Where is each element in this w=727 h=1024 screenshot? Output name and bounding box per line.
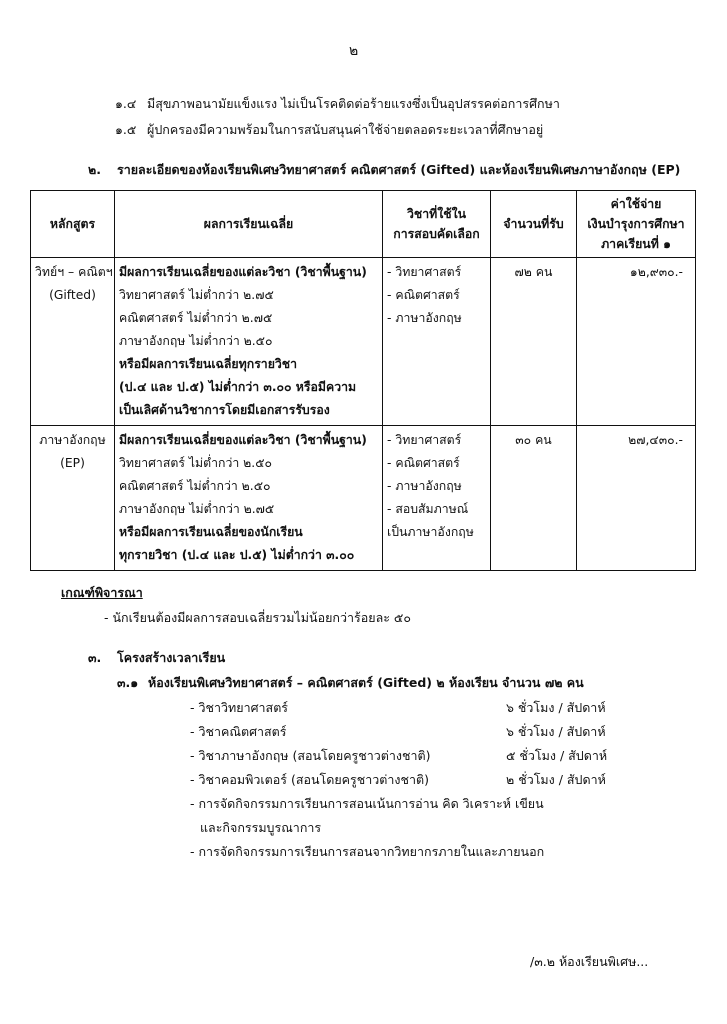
table-header-row — [31, 191, 696, 258]
cell-fee-ep: ๒๗,๔๓๐.- — [577, 426, 696, 571]
header-program: หลักสูตร — [31, 191, 115, 258]
gpa-line: ภาษาอังกฤษ ไม่ต่ำกว่า ๒.๕๐ — [119, 334, 273, 348]
section-3-1-number: ๓.๑ — [117, 675, 139, 690]
cell-subjects-ep: - วิทยาศาสตร์ - คณิตศาสตร์ - ภาษาอังกฤษ - สอบสัมภาษณ์ เป็นภาษาอังกฤษ — [383, 426, 491, 571]
gpa-line: หรือมีผลการเรียนเฉลี่ยทุกรายวิชา — [119, 357, 298, 371]
schedule-hours: ๖ ชั่วโมง / สัปดาห์ — [506, 724, 606, 739]
cell-fee-gifted: ๑๒,๙๓๐.- — [577, 258, 696, 426]
section-3-title: โครงสร้างเวลาเรียน — [117, 650, 226, 665]
gpa-line: ภาษาอังกฤษ ไม่ต่ำกว่า ๒.๗๕ — [119, 502, 275, 516]
header-seats: จำนวนที่รับ — [491, 191, 577, 258]
page-number: ๒ — [349, 43, 359, 59]
schedule-hours: ๒ ชั่วโมง / สัปดาห์ — [506, 772, 606, 787]
schedule-subject: - วิชาคณิตศาสตร์ — [190, 724, 287, 739]
gpa-line: มีผลการเรียนเฉลี่ยของแต่ละวิชา (วิชาพื้นฐาน) — [119, 265, 367, 279]
gpa-line: วิทยาศาสตร์ ไม่ต่ำกว่า ๒.๗๕ — [119, 288, 274, 302]
header-fee: ค่าใช้จ่าย เงินบำรุงการศึกษา ภาคเรียนที่ ๑ — [577, 191, 696, 258]
item-1-5-text: ผู้ปกครองมีความพร้อมในการสนับสนุนค่าใช้จ่ายตลอดระยะเวลาที่ศึกษาอยู่ — [147, 122, 544, 137]
activity-line: - การจัดกิจกรรมการเรียนการสอนจากวิทยากรภายในและภายนอก — [190, 844, 545, 859]
cell-program-ep: ภาษาอังกฤษ (EP) — [31, 426, 115, 571]
schedule-subject: - วิชาภาษาอังกฤษ (สอนโดยครูชาวต่างชาติ) — [190, 748, 431, 763]
schedule-hours: ๕ ชั่วโมง / สัปดาห์ — [506, 748, 608, 763]
section-2-title: รายละเอียดของห้องเรียนพิเศษวิทยาศาสตร์ คณิตศาสตร์ (Gifted) และห้องเรียนพิเศษภาษาอังกฤษ (EP) — [117, 162, 681, 177]
cell-seats-ep: ๓๐ คน — [491, 426, 577, 571]
section-3-1-title: ห้องเรียนพิเศษวิทยาศาสตร์ – คณิตศาสตร์ (Gifted) ๒ ห้องเรียน จำนวน ๗๒ คน — [148, 675, 584, 690]
criteria-text: - นักเรียนต้องมีผลการสอบเฉลี่ยรวมไม่น้อยกว่าร้อยละ ๕๐ — [104, 610, 412, 625]
schedule-subject: - วิชาคอมพิวเตอร์ (สอนโดยครูชาวต่างชาติ) — [190, 772, 430, 787]
table-row-ep — [31, 426, 696, 571]
schedule-hours: ๖ ชั่วโมง / สัปดาห์ — [506, 700, 606, 715]
gpa-line: (ป.๔ และ ป.๕) ไม่ต่ำกว่า ๓.๐๐ หรือมีความ — [119, 380, 357, 394]
table-row-gifted — [31, 258, 696, 426]
item-1-4-number: ๑.๔ — [115, 96, 137, 111]
header-subjects: วิชาที่ใช้ใน การสอบคัดเลือก — [383, 191, 491, 258]
activity-line: - การจัดกิจกรรมการเรียนการสอนเน้นการอ่าน คิด วิเคราะห์ เขียน — [190, 796, 544, 811]
header-gpa: ผลการเรียนเฉลี่ย — [115, 191, 383, 258]
schedule-subject: - วิชาวิทยาศาสตร์ — [190, 700, 289, 715]
criteria-heading: เกณฑ์พิจารณา — [61, 585, 143, 600]
section-2-number: ๒. — [88, 162, 101, 177]
gpa-line: คณิตศาสตร์ ไม่ต่ำกว่า ๒.๕๐ — [119, 479, 271, 493]
cell-program-gifted: วิทย์ฯ – คณิตฯ (Gifted) — [31, 258, 115, 426]
cell-gpa-gifted — [115, 258, 383, 426]
gpa-line: มีผลการเรียนเฉลี่ยของแต่ละวิชา (วิชาพื้นฐาน) — [119, 433, 367, 447]
gpa-line: ทุกรายวิชา (ป.๔ และ ป.๕) ไม่ต่ำกว่า ๓.๐๐ — [119, 548, 355, 562]
item-1-4-text: มีสุขภาพอนามัยแข็งแรง ไม่เป็นโรคติดต่อร้ายแรงซึ่งเป็นอุปสรรคต่อการศึกษา — [147, 96, 560, 111]
gpa-line: คณิตศาสตร์ ไม่ต่ำกว่า ๒.๗๕ — [119, 311, 273, 325]
activity-line: และกิจกรรมบูรณาการ — [200, 820, 322, 835]
cell-seats-gifted: ๗๒ คน — [491, 258, 577, 426]
section-3-number: ๓. — [88, 650, 102, 665]
cell-gpa-ep — [115, 426, 383, 571]
gpa-line: วิทยาศาสตร์ ไม่ต่ำกว่า ๒.๕๐ — [119, 456, 273, 470]
gpa-line: หรือมีผลการเรียนเฉลี่ยของนักเรียน — [119, 525, 303, 539]
continuation-note: /๓.๒ ห้องเรียนพิเศษ... — [530, 954, 649, 969]
program-details-table — [30, 190, 696, 571]
item-1-5-number: ๑.๕ — [115, 122, 137, 137]
gpa-line: เป็นเลิศด้านวิชาการโดยมีเอกสารรับรอง — [119, 403, 330, 417]
cell-subjects-gifted: - วิทยาศาสตร์ - คณิตศาสตร์ - ภาษาอังกฤษ — [383, 258, 491, 426]
